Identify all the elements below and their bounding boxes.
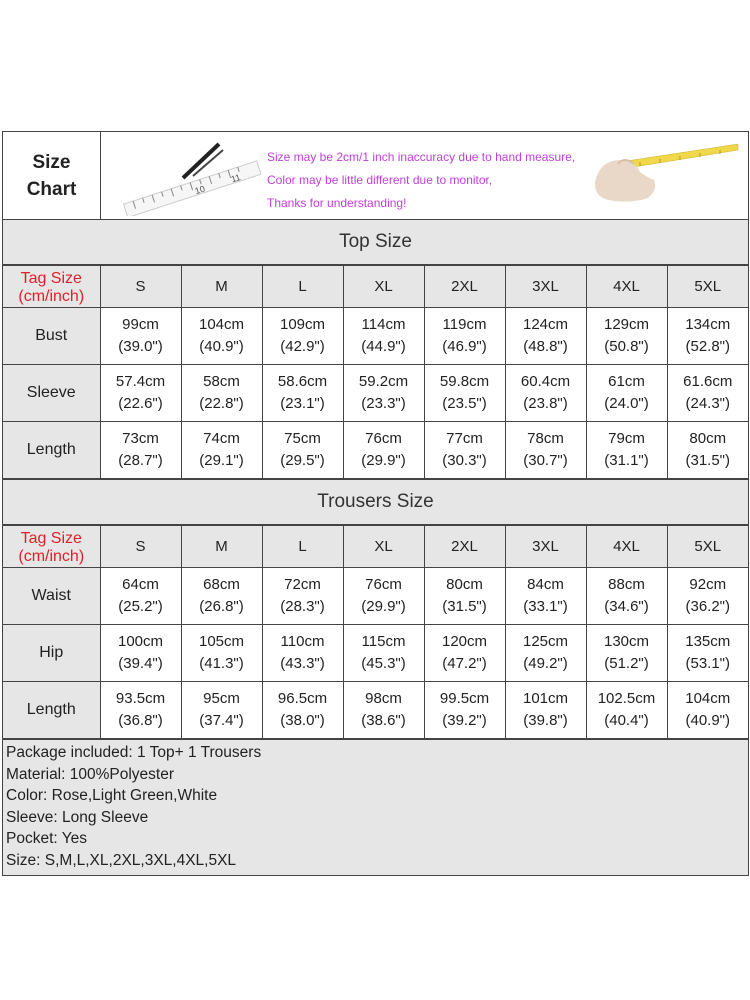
value-cm: 102.5cm xyxy=(597,690,656,707)
note-line: Color may be little different due to monitor, xyxy=(267,173,493,187)
measure-cell xyxy=(100,625,181,682)
value-inch: (31.5") xyxy=(442,598,487,615)
value-inch: (34.6") xyxy=(604,598,649,615)
measure-cell xyxy=(343,682,424,739)
value-cm: 60.4cm xyxy=(520,373,571,390)
measure-label: Hip xyxy=(3,625,100,682)
value-cm: 99cm xyxy=(122,316,159,333)
header-notes xyxy=(267,146,575,215)
measure-cell xyxy=(424,625,505,682)
info-line: Size: S,M,L,XL,2XL,3XL,4XL,5XL xyxy=(6,851,237,869)
value-inch: (39.8") xyxy=(523,712,568,729)
value-cm: 129cm xyxy=(603,316,650,333)
measure-row xyxy=(3,625,748,682)
value-cm: 134cm xyxy=(685,316,731,333)
value-inch: (40.9") xyxy=(199,338,244,355)
measure-cell xyxy=(667,308,748,365)
measure-cell xyxy=(667,625,748,682)
measure-row xyxy=(3,568,748,625)
size-header-cell: L xyxy=(262,526,343,568)
measure-label: Length xyxy=(3,422,100,479)
trousers-size-table-block xyxy=(3,525,748,740)
value-cm: 57.4cm xyxy=(115,373,166,390)
measure-cell xyxy=(505,308,586,365)
measure-cell xyxy=(586,682,667,739)
value-inch: (40.9") xyxy=(685,712,730,729)
value-cm: 104cm xyxy=(198,316,245,333)
size-header-row xyxy=(3,526,748,568)
value-inch: (46.9") xyxy=(442,338,487,355)
tag-size-label xyxy=(3,526,100,568)
ruler-mark-11: 11 xyxy=(229,172,242,185)
value-inch: (41.3") xyxy=(199,655,244,672)
value-inch: (24.0") xyxy=(604,395,649,412)
size-header-cell: 3XL xyxy=(505,526,586,568)
info-line: Package included: 1 Top+ 1 Trousers xyxy=(6,744,262,761)
value-inch: (30.3") xyxy=(442,452,487,469)
measure-cell xyxy=(667,682,748,739)
measure-cell xyxy=(262,568,343,625)
measure-cell xyxy=(424,365,505,422)
top-size-table-block xyxy=(3,265,748,480)
value-inch: (23.3") xyxy=(361,395,406,412)
title-line-2: Chart xyxy=(26,178,77,200)
value-inch: (26.8") xyxy=(199,598,244,615)
value-inch: (36.8") xyxy=(118,712,163,729)
value-cm: 84cm xyxy=(527,576,564,593)
size-header-cell: XL xyxy=(343,526,424,568)
measure-cell xyxy=(586,422,667,479)
measure-cell xyxy=(586,365,667,422)
size-header-cell: 3XL xyxy=(505,266,586,308)
value-inch: (48.8") xyxy=(523,338,568,355)
value-inch: (28.7") xyxy=(118,452,163,469)
value-cm: 130cm xyxy=(603,633,650,650)
value-inch: (36.2") xyxy=(685,598,730,615)
value-cm: 110cm xyxy=(280,633,325,650)
value-cm: 59.2cm xyxy=(358,373,409,390)
info-line: Sleeve: Long Sleeve xyxy=(6,808,149,826)
measure-cell xyxy=(100,365,181,422)
header-banner xyxy=(101,132,748,219)
measure-cell xyxy=(181,365,262,422)
value-inch: (38.6") xyxy=(361,712,406,729)
measure-cell xyxy=(586,568,667,625)
measure-row xyxy=(3,682,748,739)
measure-cell xyxy=(100,422,181,479)
tag-size-unit: (cm/inch) xyxy=(18,547,85,565)
value-cm: 58cm xyxy=(203,373,240,390)
value-cm: 88cm xyxy=(608,576,645,593)
measure-cell xyxy=(343,308,424,365)
value-cm: 72cm xyxy=(284,576,321,593)
value-cm: 105cm xyxy=(198,633,245,650)
value-inch: (33.1") xyxy=(523,598,568,615)
value-cm: 80cm xyxy=(446,576,483,593)
measure-cell xyxy=(505,422,586,479)
value-inch: (45.3") xyxy=(361,655,406,672)
product-info xyxy=(3,740,748,875)
size-header-cell: S xyxy=(100,266,181,308)
measure-cell xyxy=(505,682,586,739)
measure-cell xyxy=(262,625,343,682)
ruler-pen-icon xyxy=(111,136,261,216)
value-inch: (29.1") xyxy=(199,452,244,469)
value-cm: 74cm xyxy=(203,430,240,447)
value-cm: 114cm xyxy=(361,316,406,333)
measure-row xyxy=(3,365,748,422)
value-inch: (23.5") xyxy=(442,395,487,412)
measure-cell xyxy=(262,422,343,479)
tag-size-line: Tag Size xyxy=(20,529,82,547)
value-inch: (23.8") xyxy=(523,395,568,412)
size-header-row xyxy=(3,266,748,308)
value-cm: 96.5cm xyxy=(277,690,328,707)
value-cm: 109cm xyxy=(279,316,326,333)
value-inch: (22.8") xyxy=(199,395,244,412)
value-cm: 64cm xyxy=(122,576,159,593)
value-cm: 93.5cm xyxy=(115,690,166,707)
value-inch: (52.8") xyxy=(685,338,730,355)
value-inch: (24.3") xyxy=(685,395,730,412)
value-cm: 61cm xyxy=(608,373,645,390)
measure-cell xyxy=(424,568,505,625)
size-header-cell: M xyxy=(181,266,262,308)
title-line-1: Size xyxy=(32,151,71,173)
measure-cell xyxy=(181,308,262,365)
value-inch: (42.9") xyxy=(280,338,325,355)
size-header-cell: L xyxy=(262,266,343,308)
value-cm: 99.5cm xyxy=(439,690,490,707)
size-header-cell: 4XL xyxy=(586,266,667,308)
value-inch: (28.3") xyxy=(280,598,325,615)
note-line: Size may be 2cm/1 inch inaccuracy due to hand measure, xyxy=(267,150,576,164)
value-cm: 73cm xyxy=(122,430,159,447)
measure-cell xyxy=(181,568,262,625)
value-inch: (23.1") xyxy=(280,395,325,412)
measure-cell xyxy=(100,682,181,739)
size-header-cell: 5XL xyxy=(667,526,748,568)
value-cm: 77cm xyxy=(446,430,483,447)
measure-label: Waist xyxy=(3,568,100,625)
measure-cell xyxy=(262,365,343,422)
value-inch: (31.1") xyxy=(604,452,649,469)
measure-cell xyxy=(262,682,343,739)
info-line: Material: 100%Polyester xyxy=(6,765,174,783)
value-cm: 115cm xyxy=(361,633,406,650)
value-cm: 125cm xyxy=(522,633,569,650)
size-header-cell: 2XL xyxy=(424,526,505,568)
measure-cell xyxy=(586,625,667,682)
value-inch: (25.2") xyxy=(118,598,163,615)
measure-cell xyxy=(667,365,748,422)
measure-cell xyxy=(343,568,424,625)
size-header-cell: 2XL xyxy=(424,266,505,308)
top-size-title: Top Size xyxy=(3,220,748,265)
size-header-cell: S xyxy=(100,526,181,568)
value-inch: (47.2") xyxy=(442,655,487,672)
trousers-size-title: Trousers Size xyxy=(3,480,748,525)
size-chart xyxy=(2,131,749,876)
value-cm: 75cm xyxy=(284,430,321,447)
measure-cell xyxy=(343,625,424,682)
value-cm: 68cm xyxy=(203,576,240,593)
value-inch: (38.0") xyxy=(280,712,325,729)
note-line: Thanks for understanding! xyxy=(267,196,407,210)
measure-cell xyxy=(424,682,505,739)
value-inch: (29.5") xyxy=(280,452,325,469)
measure-cell xyxy=(100,308,181,365)
measure-cell xyxy=(424,308,505,365)
value-cm: 58.6cm xyxy=(277,373,328,390)
value-cm: 76cm xyxy=(365,430,402,447)
measure-label: Length xyxy=(3,682,100,739)
info-line: Color: Rose,Light Green,White xyxy=(6,787,218,804)
measure-cell xyxy=(262,308,343,365)
value-cm: 100cm xyxy=(117,633,164,650)
value-inch: (31.5") xyxy=(685,452,730,469)
measure-cell xyxy=(667,422,748,479)
value-cm: 92cm xyxy=(689,576,727,593)
size-header-cell: 5XL xyxy=(667,266,748,308)
hand-tape-icon xyxy=(590,142,740,207)
tag-size-unit: (cm/inch) xyxy=(18,287,85,305)
value-cm: 79cm xyxy=(608,430,645,447)
chart-header xyxy=(3,132,748,220)
measure-cell xyxy=(424,422,505,479)
size-chart-title xyxy=(3,132,101,219)
measure-row xyxy=(3,308,748,365)
trousers-size-table xyxy=(3,525,748,739)
measure-cell xyxy=(505,568,586,625)
measure-label: Bust xyxy=(3,308,100,365)
tag-size-line: Tag Size xyxy=(20,269,82,287)
value-inch: (29.9") xyxy=(361,452,406,469)
measure-cell xyxy=(100,568,181,625)
value-cm: 98cm xyxy=(365,690,402,707)
value-inch: (40.4") xyxy=(604,712,649,729)
value-cm: 101cm xyxy=(522,690,569,707)
value-inch: (37.4") xyxy=(199,712,244,729)
value-inch: (39.2") xyxy=(442,712,487,729)
value-inch: (44.9") xyxy=(361,338,406,355)
value-inch: (39.0") xyxy=(118,338,163,355)
value-cm: 59.8cm xyxy=(439,373,490,390)
value-cm: 76cm xyxy=(365,576,402,593)
value-inch: (39.4") xyxy=(118,655,163,672)
value-cm: 80cm xyxy=(689,430,727,447)
measure-cell xyxy=(586,308,667,365)
info-line: Pocket: Yes xyxy=(6,830,88,847)
measure-cell xyxy=(343,422,424,479)
tag-size-label xyxy=(3,266,100,308)
value-inch: (53.1") xyxy=(685,655,730,672)
measure-cell xyxy=(181,625,262,682)
value-cm: 120cm xyxy=(441,633,488,650)
top-size-table xyxy=(3,265,748,479)
size-header-cell: M xyxy=(181,526,262,568)
measure-label: Sleeve xyxy=(3,365,100,422)
measure-cell xyxy=(505,625,586,682)
value-cm: 95cm xyxy=(203,690,240,707)
value-inch: (50.8") xyxy=(604,338,649,355)
measure-cell xyxy=(343,365,424,422)
value-inch: (51.2") xyxy=(604,655,649,672)
measure-cell xyxy=(181,682,262,739)
value-inch: (29.9") xyxy=(361,598,406,615)
value-cm: 78cm xyxy=(527,430,564,447)
ruler-mark-10: 10 xyxy=(193,183,207,197)
measure-row xyxy=(3,422,748,479)
value-cm: 104cm xyxy=(685,690,731,707)
measure-cell xyxy=(505,365,586,422)
value-inch: (43.3") xyxy=(280,655,325,672)
value-cm: 135cm xyxy=(685,633,731,650)
value-inch: (30.7") xyxy=(523,452,568,469)
size-header-cell: 4XL xyxy=(586,526,667,568)
size-header-cell: XL xyxy=(343,266,424,308)
value-cm: 61.6cm xyxy=(683,373,733,390)
value-inch: (22.6") xyxy=(118,395,163,412)
value-cm: 124cm xyxy=(522,316,569,333)
value-cm: 119cm xyxy=(442,316,487,333)
measure-cell xyxy=(667,568,748,625)
value-inch: (49.2") xyxy=(523,655,568,672)
measure-cell xyxy=(181,422,262,479)
